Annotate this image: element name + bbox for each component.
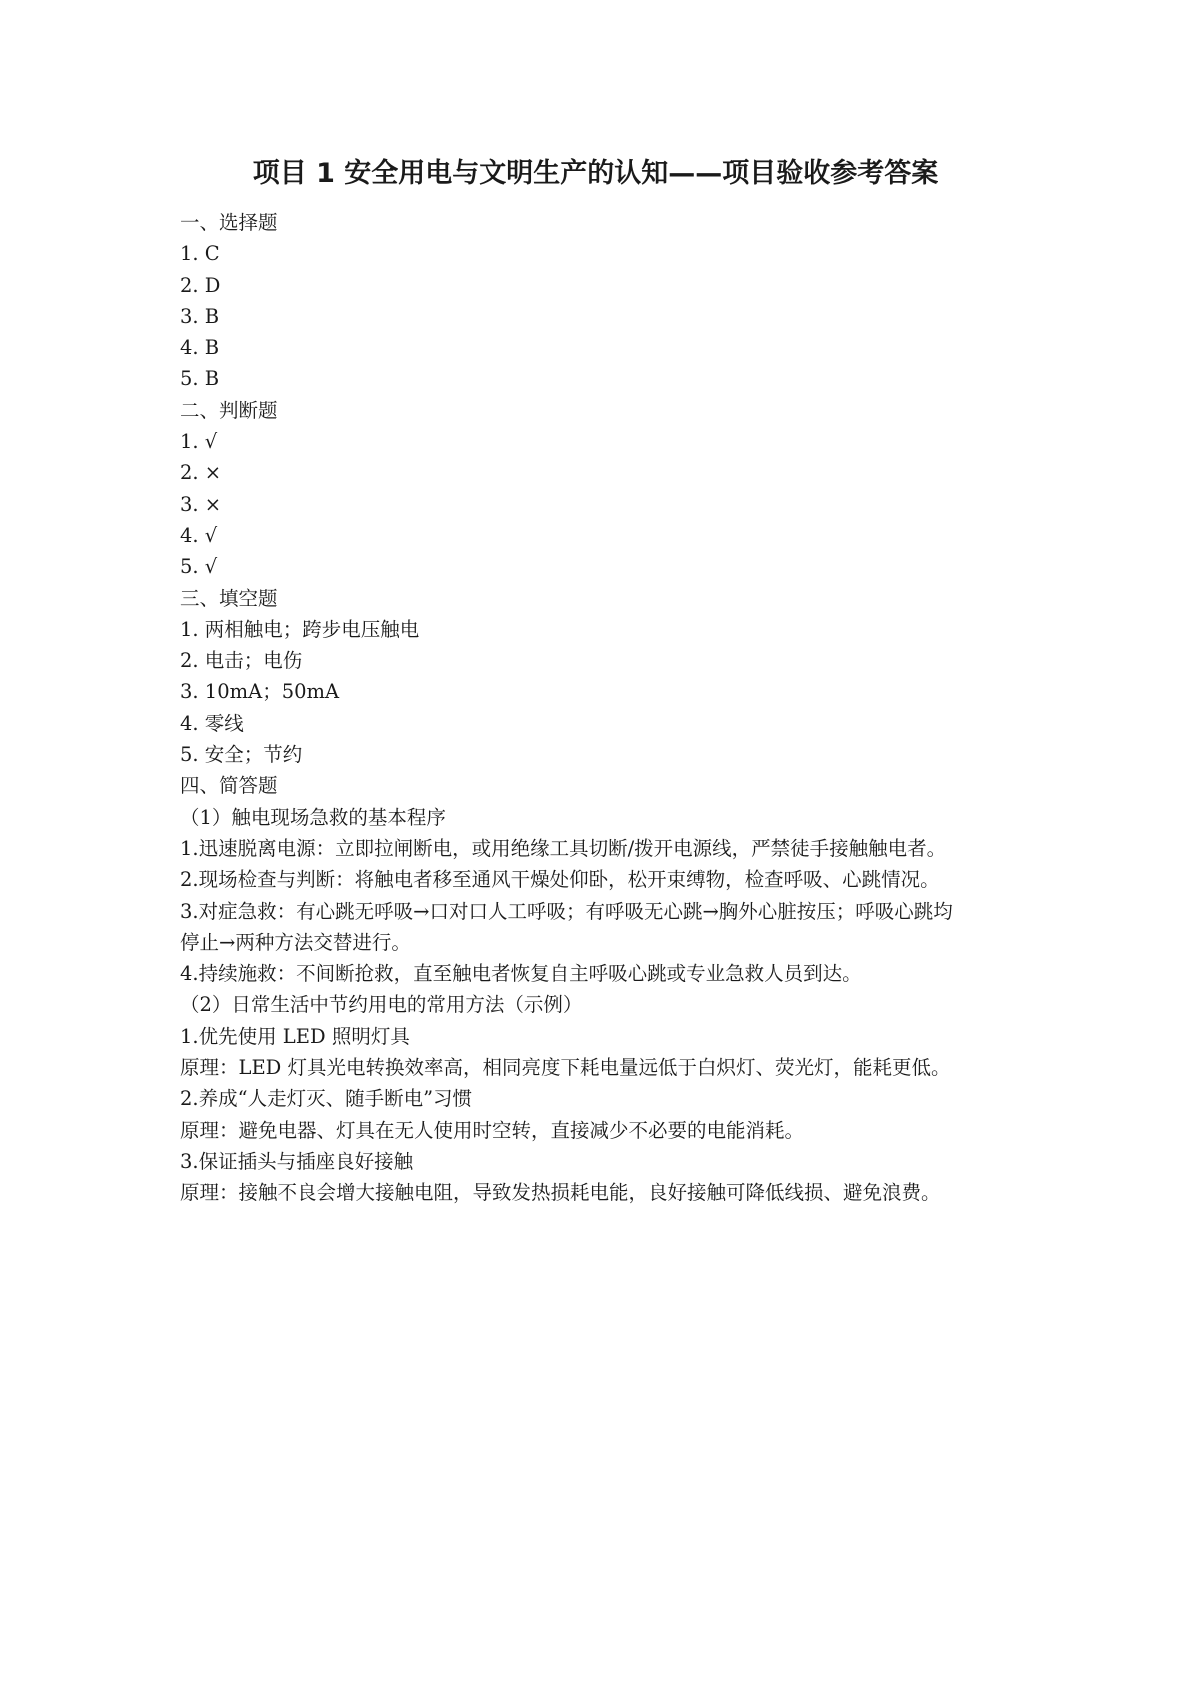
document-body [180, 207, 1040, 1209]
answer-line: 4. 零线 [180, 711, 244, 735]
subheading-first-aid: （1）触电现场急救的基本程序 [180, 805, 446, 829]
answer-line: 1. √ [180, 430, 218, 454]
principle-paragraph: 原理：LED 灯具光电转换效率高，相同亮度下耗电量远低于白炽灯、荧光灯，能耗更低。 [180, 1056, 951, 1080]
answer-line: 4. B [180, 336, 220, 360]
subheading-energy-saving: （2）日常生活中节约用电的常用方法（示例） [180, 993, 583, 1017]
answer-line: 2. × [180, 461, 222, 485]
section-heading-judgment: 二、判断题 [180, 398, 278, 422]
answer-line: 1. C [180, 242, 220, 266]
document-title: 项目 1 安全用电与文明生产的认知——项目验收参考答案 [252, 158, 939, 189]
answer-paragraph: 1.优先使用 LED 照明灯具 [180, 1024, 410, 1048]
answer-paragraph: 2.现场检查与判断：将触电者移至通风干燥处仰卧，松开束缚物，检查呼吸、心跳情况。 [180, 868, 940, 892]
section-heading-choice: 一、选择题 [180, 211, 278, 234]
answer-line: 5. 安全；节约 [180, 743, 303, 767]
answer-line: 3. 10mA；50mA [180, 680, 340, 704]
answer-line: 3. × [180, 492, 222, 516]
principle-paragraph: 原理：接触不良会增大接触电阻，导致发热损耗电能，良好接触可降低线损、避免浪费。 [180, 1181, 941, 1205]
principle-paragraph: 原理：避免电器、灯具在无人使用时空转，直接减少不必要的电能消耗。 [180, 1118, 805, 1142]
answer-paragraph: 4.持续施救：不间断抢救，直至触电者恢复自主呼吸心跳或专业急救人员到达。 [180, 962, 862, 986]
section-heading-short-answer: 四、简答题 [180, 774, 278, 798]
answer-paragraph: 2.养成“人走灯灭、随手断电”习惯 [180, 1087, 473, 1111]
answer-line: 2. D [180, 273, 221, 297]
answer-paragraph: 1.迅速脱离电源：立即拉闸断电，或用绝缘工具切断/拨开电源线，严禁徒手接触触电者。 [180, 836, 947, 860]
answer-line: 4. √ [180, 523, 218, 547]
answer-line: 2. 电击；电伤 [180, 649, 303, 673]
answer-line: 5. √ [180, 555, 218, 579]
answer-paragraph-continued: 停止→两种方法交替进行。 [180, 930, 411, 954]
answer-paragraph: 3.对症急救：有心跳无呼吸→口对口人工呼吸；有呼吸无心跳→胸外心脏按压；呼吸心跳均 [180, 899, 953, 923]
section-heading-fill-blank: 三、填空题 [180, 586, 278, 610]
answer-line: 5. B [180, 367, 220, 391]
answer-line: 3. B [180, 304, 220, 328]
answer-paragraph: 3.保证插头与插座良好接触 [180, 1149, 414, 1173]
answer-line: 1. 两相触电；跨步电压触电 [180, 617, 420, 641]
